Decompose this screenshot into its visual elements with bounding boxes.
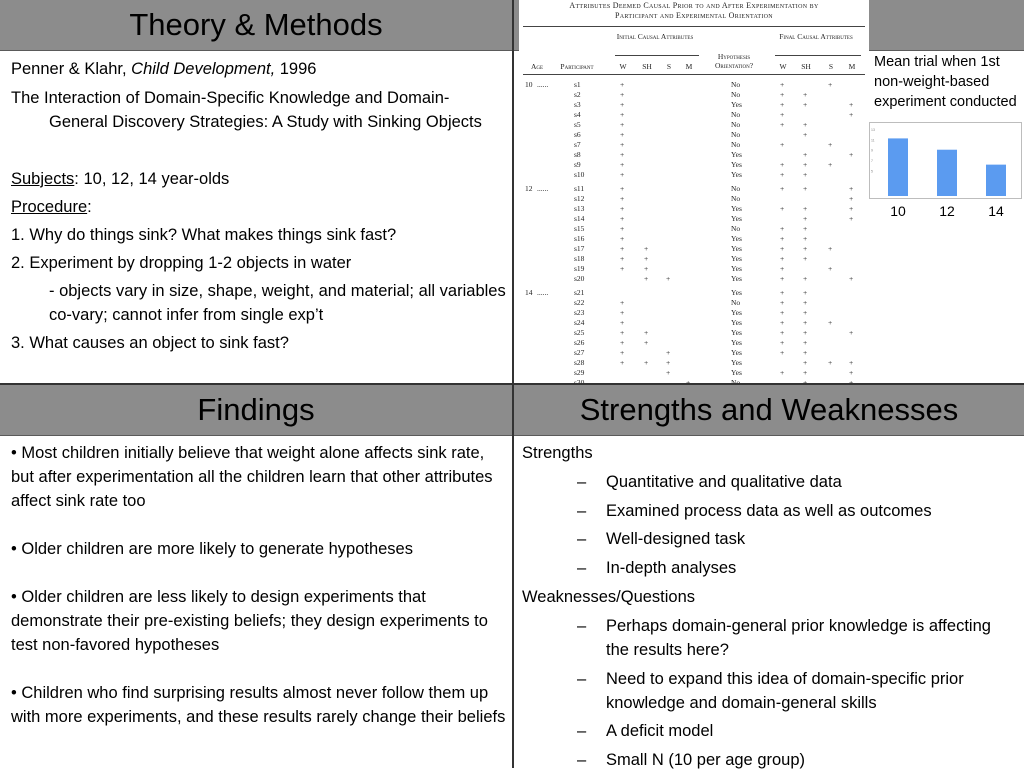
table-row (519, 348, 869, 358)
final-attr-cell: + (803, 170, 808, 179)
participant-cell: s23 (574, 308, 585, 317)
final-attr-cell: + (803, 160, 808, 169)
participant-cell: s14 (574, 214, 585, 223)
findings-header (0, 385, 512, 436)
initial-attr-cell: + (644, 338, 649, 347)
initial-attr-cell: + (620, 338, 625, 347)
final-attr-cell: + (803, 338, 808, 347)
hypothesis-cell: Yes (731, 254, 742, 263)
final-attr-cell: + (828, 160, 833, 169)
hypothesis-cell: Yes (731, 100, 742, 109)
weakness-item: – Need to expand this idea of domain-specific prior knowledge and domain-general skills (577, 669, 964, 712)
attr-col-header: W (779, 62, 787, 71)
final-attr-cell: + (803, 214, 808, 223)
finding-bullet: • Older children are less likely to design experiments that demonstrate their pre-existing beliefs; they design experiments to test non-favored hypotheses (11, 588, 488, 654)
initial-attr-cell: + (620, 234, 625, 243)
table-row (519, 308, 869, 318)
final-attr-cell: + (803, 100, 808, 109)
strengths-label: Strengths (522, 444, 593, 462)
initial-attr-cell: + (620, 130, 625, 139)
table-row (519, 110, 869, 120)
hypothesis-cell: Yes (731, 288, 742, 297)
final-attr-cell: + (803, 298, 808, 307)
participant-cell: s4 (574, 110, 581, 119)
attr-col-header: SH (642, 62, 652, 71)
final-attr-cell: + (849, 150, 854, 159)
theory-methods-body (11, 57, 506, 355)
strength-item: – Quantitative and qualitative data (577, 472, 842, 491)
final-attr-cell: + (849, 214, 854, 223)
age-cell: 12 (525, 184, 533, 193)
final-attr-cell: + (803, 274, 808, 283)
final-attr-cell: + (780, 338, 785, 347)
final-attr-cell: + (803, 224, 808, 233)
final-attr-cell: + (780, 90, 785, 99)
initial-attr-cell: + (644, 254, 649, 263)
final-attr-cell: + (780, 120, 785, 129)
hypothesis-cell: Yes (731, 204, 742, 213)
final-attr-cell: + (780, 348, 785, 357)
table-row (519, 368, 869, 378)
initial-attr-cell: + (620, 120, 625, 129)
initial-attr-cell: + (620, 308, 625, 317)
table-row (519, 90, 869, 100)
final-attr-cell: + (849, 274, 854, 283)
table-rule-top (523, 26, 865, 27)
procedure-substep: - objects vary in size, shape, weight, and material; all variables co-vary; cannot infer from single exp’t (49, 282, 506, 324)
citation-year: 1996 (275, 60, 317, 78)
final-causal-header: Final Causal Attributes (779, 32, 853, 41)
initial-attr-cell: + (620, 254, 625, 263)
final-attr-cell: + (780, 224, 785, 233)
final-attr-cell: + (828, 244, 833, 253)
participant-cell: s24 (574, 318, 585, 327)
final-attr-cell: + (803, 184, 808, 193)
final-attr-cell: + (803, 204, 808, 213)
hypothesis-cell: Yes (731, 308, 742, 317)
table-row (519, 150, 869, 160)
hypothesis-cell: No (731, 80, 741, 89)
table-row (519, 298, 869, 308)
procedure-step: 1. Why do things sink? What makes things sink fast? (11, 226, 397, 244)
chart-bar (888, 138, 908, 196)
theory-methods-title: Theory & Methods (129, 7, 383, 42)
initial-attr-cell: + (644, 274, 649, 283)
participant-cell: s8 (574, 150, 581, 159)
initial-attr-cell: + (620, 298, 625, 307)
subjects-line (11, 167, 506, 191)
initial-attr-cell: + (644, 328, 649, 337)
findings-title: Findings (197, 392, 315, 427)
table-row (519, 224, 869, 234)
initial-attr-cell: + (620, 214, 625, 223)
attr-col-header: S (666, 62, 672, 71)
hypothesis-cell: Yes (731, 244, 742, 253)
x-tick-label: 12 (939, 203, 955, 219)
participant-cell: s20 (574, 274, 585, 283)
y-tick-label: 7 (871, 159, 873, 163)
final-attr-cell: + (780, 328, 785, 337)
hypothesis-cell: Yes (731, 348, 742, 357)
participant-cell: s12 (574, 194, 585, 203)
participant-cell: s5 (574, 120, 581, 129)
initial-attr-cell: + (666, 348, 671, 357)
table-row (519, 244, 869, 254)
table-row (519, 328, 869, 338)
participant-cell: s11 (574, 184, 585, 193)
initial-attr-cell: + (620, 80, 625, 89)
initial-attr-cell: + (620, 184, 625, 193)
initial-attr-cell: + (620, 194, 625, 203)
final-attr-cell: + (780, 318, 785, 327)
initial-attr-cell: + (620, 90, 625, 99)
participant-cell: s18 (574, 254, 585, 263)
initial-attr-cell: + (620, 224, 625, 233)
initial-attr-cell: + (620, 318, 625, 327)
final-attr-cell: + (849, 194, 854, 203)
final-attr-cell: + (803, 318, 808, 327)
final-attr-cell: + (849, 368, 854, 377)
y-tick-label: 5 (871, 169, 873, 174)
table-rule-initial (615, 55, 699, 56)
participant-cell: s15 (574, 224, 585, 233)
final-attr-cell: + (803, 90, 808, 99)
initial-attr-cell: + (666, 274, 671, 283)
hypothesis-cell: Yes (731, 264, 742, 273)
participant-cell: s19 (574, 264, 585, 273)
table-row (519, 358, 869, 368)
weakness-item: – Small N (10 per age group) (577, 751, 806, 770)
participant-cell: s1 (574, 80, 581, 89)
age-dots: ...... (537, 288, 549, 297)
hypothesis-cell: No (731, 298, 741, 307)
final-attr-cell: + (803, 120, 808, 129)
participant-cell: s28 (574, 358, 585, 367)
hypothesis-cell: Yes (731, 150, 742, 159)
final-attr-cell: + (780, 254, 785, 263)
attr-col-header: SH (801, 62, 811, 71)
strength-item: – Well-designed task (577, 530, 746, 549)
final-attr-cell: + (803, 130, 808, 139)
final-attr-cell: + (849, 184, 854, 193)
hypothesis-cell: No (731, 140, 741, 149)
table-row (519, 254, 869, 264)
table-row (519, 170, 869, 180)
theory-methods-header (0, 0, 512, 51)
table-row (519, 288, 869, 298)
participant-cell: s17 (574, 244, 585, 253)
procedure-step: 2. Experiment by dropping 1-2 objects in water (11, 254, 352, 272)
mean-trial-bar-chart (869, 122, 1024, 222)
final-attr-cell: + (780, 110, 785, 119)
final-attr-cell: + (780, 308, 785, 317)
final-attr-cell: + (780, 140, 785, 149)
final-attr-cell: + (780, 100, 785, 109)
final-attr-cell: + (780, 288, 785, 297)
final-attr-cell: + (849, 358, 854, 367)
initial-attr-cell: + (620, 264, 625, 273)
initial-attr-cell: + (620, 150, 625, 159)
participant-cell: s2 (574, 90, 581, 99)
table-rule-header (523, 74, 865, 75)
initial-attr-cell: + (620, 100, 625, 109)
table-row (519, 194, 869, 204)
table-row (519, 234, 869, 244)
table-caption: Attributes Deemed Causal Prior to and After Experimentation by Participant and Experimental Orientation (569, 1, 819, 20)
participant-cell: s27 (574, 348, 585, 357)
findings-body (11, 441, 506, 729)
table-row (519, 274, 869, 284)
hypothesis-cell: Yes (731, 368, 742, 377)
x-tick-label: 10 (890, 203, 906, 219)
chart-note: Mean trial when 1st non-weight-based experiment conducted (874, 54, 1017, 110)
final-attr-cell: + (780, 368, 785, 377)
participant-cell: s6 (574, 130, 581, 139)
final-attr-cell: + (803, 150, 808, 159)
initial-attr-cell: + (620, 244, 625, 253)
final-attr-cell: + (780, 184, 785, 193)
participant-cell: s7 (574, 140, 581, 149)
col-age: Age (530, 62, 544, 71)
y-tick-label: 11 (871, 138, 875, 143)
chart-bar (986, 165, 1006, 196)
final-attr-cell: + (803, 358, 808, 367)
paper-title: The Interaction of Domain-Specific Knowledge and Domain-General Discovery Strategies: A Study with Sinking Objects (11, 89, 482, 131)
hypothesis-cell: Yes (731, 214, 742, 223)
hypothesis-cell: No (731, 120, 741, 129)
finding-bullet: • Most children initially believe that weight alone affects sink rate, but after experimentation all the children learn that other attributes affect sink rate too (11, 444, 493, 510)
table-row (519, 264, 869, 274)
table-row (519, 80, 869, 90)
hypothesis-cell: Yes (731, 358, 742, 367)
table-row (519, 130, 869, 140)
strength-item: – In-depth analyses (577, 559, 737, 578)
initial-attr-cell: + (620, 110, 625, 119)
participant-cell: s3 (574, 100, 581, 109)
hypothesis-header: Hypothesis Orientation? (714, 52, 754, 70)
hypothesis-cell: No (731, 90, 741, 99)
age-dots: ...... (537, 184, 549, 193)
participant-cell: s13 (574, 204, 585, 213)
initial-attr-cell: + (620, 170, 625, 179)
col-participant: Participant (560, 62, 594, 71)
participant-cell: s29 (574, 368, 585, 377)
final-attr-cell: + (803, 244, 808, 253)
initial-attr-cell: + (666, 368, 671, 377)
strengths-title: Strengths and Weaknesses (579, 392, 959, 427)
table-row (519, 204, 869, 214)
subjects-value: : 10, 12, 14 year-olds (74, 170, 230, 188)
participant-cell: s9 (574, 160, 581, 169)
table-row (519, 120, 869, 130)
age-cell: 10 (525, 80, 533, 89)
hypothesis-cell: No (731, 110, 741, 119)
participant-cell: s21 (574, 288, 585, 297)
final-attr-cell: + (780, 274, 785, 283)
hypothesis-cell: No (731, 224, 741, 233)
initial-attr-cell: + (620, 140, 625, 149)
y-tick-label: 13 (871, 128, 875, 133)
final-attr-cell: + (780, 204, 785, 213)
attributes-table-image (519, 0, 869, 396)
citation-journal: Child Development, (131, 60, 276, 78)
final-attr-cell: + (780, 80, 785, 89)
table-row (519, 318, 869, 328)
participant-cell: s16 (574, 234, 585, 243)
participant-cell: s10 (574, 170, 585, 179)
final-attr-cell: + (828, 264, 833, 273)
final-attr-cell: + (849, 100, 854, 109)
hypothesis-cell: No (731, 130, 741, 139)
final-attr-cell: + (828, 358, 833, 367)
final-attr-cell: + (780, 234, 785, 243)
final-attr-cell: + (803, 308, 808, 317)
final-attr-cell: + (828, 318, 833, 327)
final-attr-cell: + (803, 234, 808, 243)
attr-col-header: W (619, 62, 627, 71)
initial-attr-cell: + (644, 358, 649, 367)
table-row (519, 184, 869, 194)
hypothesis-cell: No (731, 194, 741, 203)
age-dots: ...... (537, 80, 549, 89)
finding-bullet: • Children who find surprising results almost never follow them up with more experiments, and these results rarely change their beliefs (11, 684, 506, 726)
table-row (519, 100, 869, 110)
initial-attr-cell: + (620, 348, 625, 357)
weakness-item: – Perhaps domain-general prior knowledge is affecting the results here? (577, 616, 991, 659)
initial-attr-cell: + (620, 328, 625, 337)
final-attr-cell: + (780, 244, 785, 253)
table-row (519, 214, 869, 224)
attr-col-header: S (828, 62, 834, 71)
final-attr-cell: + (803, 368, 808, 377)
table-rule-final (775, 55, 861, 56)
procedure-label: Procedure (11, 198, 88, 216)
age-cell: 14 (525, 288, 533, 297)
hypothesis-cell: Yes (731, 328, 742, 337)
citation-authors: Penner & Klahr, (11, 60, 132, 78)
final-attr-cell: + (803, 288, 808, 297)
final-attr-cell: + (849, 110, 854, 119)
participant-cell: s26 (574, 338, 585, 347)
initial-attr-cell: + (620, 204, 625, 213)
procedure-line: Procedure: (11, 198, 92, 216)
final-attr-cell: + (780, 160, 785, 169)
table-row (519, 338, 869, 348)
hypothesis-cell: Yes (731, 338, 742, 347)
hypothesis-cell: Yes (731, 170, 742, 179)
initial-attr-cell: + (620, 358, 625, 367)
final-attr-cell: + (803, 254, 808, 263)
chart-area (869, 52, 1024, 222)
participant-cell: s22 (574, 298, 585, 307)
final-attr-cell: + (849, 204, 854, 213)
citation (11, 57, 506, 81)
final-attr-cell: + (780, 298, 785, 307)
hypothesis-cell: Yes (731, 160, 742, 169)
final-attr-cell: + (849, 328, 854, 337)
final-attr-cell: + (803, 348, 808, 357)
table-row (519, 160, 869, 170)
x-tick-label: 14 (988, 203, 1004, 219)
initial-attr-cell: + (644, 264, 649, 273)
attr-col-header: M (685, 62, 693, 71)
y-tick-label: 9 (871, 148, 873, 153)
final-attr-cell: + (803, 328, 808, 337)
strengths-header (514, 385, 1024, 436)
initial-attr-cell: + (620, 160, 625, 169)
subjects-label: Subjects (11, 170, 75, 188)
finding-bullet: • Older children are more likely to generate hypotheses (11, 540, 413, 558)
table-row (519, 140, 869, 150)
strength-item: – Examined process data as well as outcomes (577, 501, 932, 520)
hypothesis-cell: No (731, 184, 741, 193)
strengths-body (522, 441, 1017, 772)
initial-attr-cell: + (644, 244, 649, 253)
final-attr-cell: + (780, 264, 785, 273)
hypothesis-cell: Yes (731, 234, 742, 243)
final-attr-cell: + (828, 140, 833, 149)
attr-col-header: M (848, 62, 856, 71)
hypothesis-cell: Yes (731, 274, 742, 283)
weakness-item: – A deficit model (577, 722, 714, 741)
initial-attr-cell: + (666, 358, 671, 367)
participant-cell: s25 (574, 328, 585, 337)
final-attr-cell: + (828, 80, 833, 89)
procedure-step: 3. What causes an object to sink fast? (11, 334, 289, 352)
final-attr-cell: + (780, 170, 785, 179)
initial-causal-header: Initial Causal Attributes (616, 32, 694, 41)
chart-bar (937, 150, 957, 196)
weaknesses-label: Weaknesses/Questions (522, 587, 696, 606)
hypothesis-cell: Yes (731, 318, 742, 327)
